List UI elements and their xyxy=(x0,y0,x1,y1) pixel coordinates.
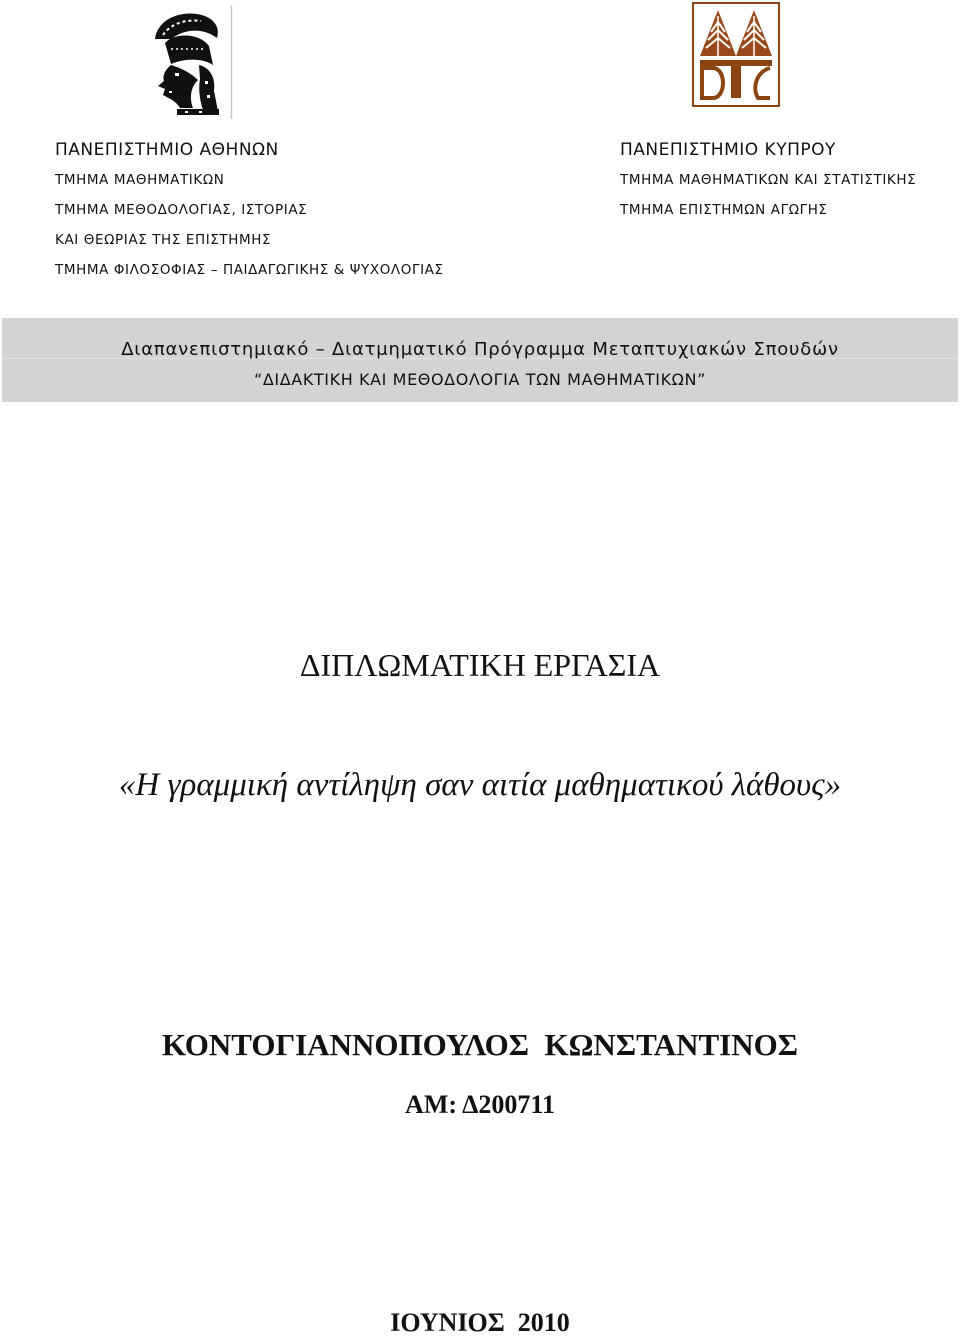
cyprus-department-education: ΤΜΗΜΑ ΕΠΙΣΤΗΜΩΝ ΑΓΩΓΗΣ xyxy=(620,202,828,218)
athens-university-name: ΠΑΝΕΠΙΣΤΗΜΙΟ ΑΘΗΝΩΝ xyxy=(55,140,279,160)
programme-title: “ΔΙΔΑΚΤΙΚΗ ΚΑΙ ΜΕΘΟΔΟΛΟΓΙΑ ΤΩΝ ΜΑΘΗΜΑΤΙΚΩΝ” xyxy=(254,370,706,389)
student-id: ΑΜ: Δ200711 xyxy=(405,1090,555,1119)
submission-date: ΙΟΥΝΙΟΣ 2010 xyxy=(390,1308,570,1337)
programme-name: Διαπανεπιστημιακό – Διατμηματικό Πρόγραμμα Μεταπτυχιακών Σπουδών xyxy=(121,339,839,360)
athens-department-philosophy: ΤΜΗΜΑ ΦΙΛΟΣΟΦΙΑΣ – ΠΑΙΔΑΓΩΓΙΚΗΣ & ΨΥΧΟΛΟΓΙΑΣ xyxy=(55,262,444,278)
programme-banner xyxy=(2,318,958,402)
thesis-title: «Η γραμμική αντίληψη σαν αιτία μαθηματικού λάθους» xyxy=(118,767,842,803)
athena-head-logo-icon xyxy=(141,5,233,119)
university-of-cyprus-trees-logo-icon xyxy=(692,2,780,107)
cyprus-university-name: ΠΑΝΕΠΙΣΤΗΜΙΟ ΚΥΠΡΟΥ xyxy=(620,140,836,160)
athens-department-maths: ΤΜΗΜΑ ΜΑΘΗΜΑΤΙΚΩΝ xyxy=(55,172,225,188)
cyprus-department-maths-stats: ΤΜΗΜΑ ΜΑΘΗΜΑΤΙΚΩΝ ΚΑΙ ΣΤΑΤΙΣΤΙΚΗΣ xyxy=(620,172,917,188)
document-type: ΔΙΠΛΩΜΑΤΙΚΗ ΕΡΓΑΣΙΑ xyxy=(299,647,661,683)
author-name: ΚΟΝΤΟΓΙΑΝΝΟΠΟΥΛΟΣ ΚΩΝΣΤΑΝΤΙΝΟΣ xyxy=(161,1027,799,1062)
athens-department-methodology-cont: ΚΑΙ ΘΕΩΡΙΑΣ ΤΗΣ ΕΠΙΣΤΗΜΗΣ xyxy=(55,232,272,248)
athens-department-methodology: ΤΜΗΜΑ ΜΕΘΟΔΟΛΟΓΙΑΣ, ΙΣΤΟΡΙΑΣ xyxy=(55,202,308,218)
